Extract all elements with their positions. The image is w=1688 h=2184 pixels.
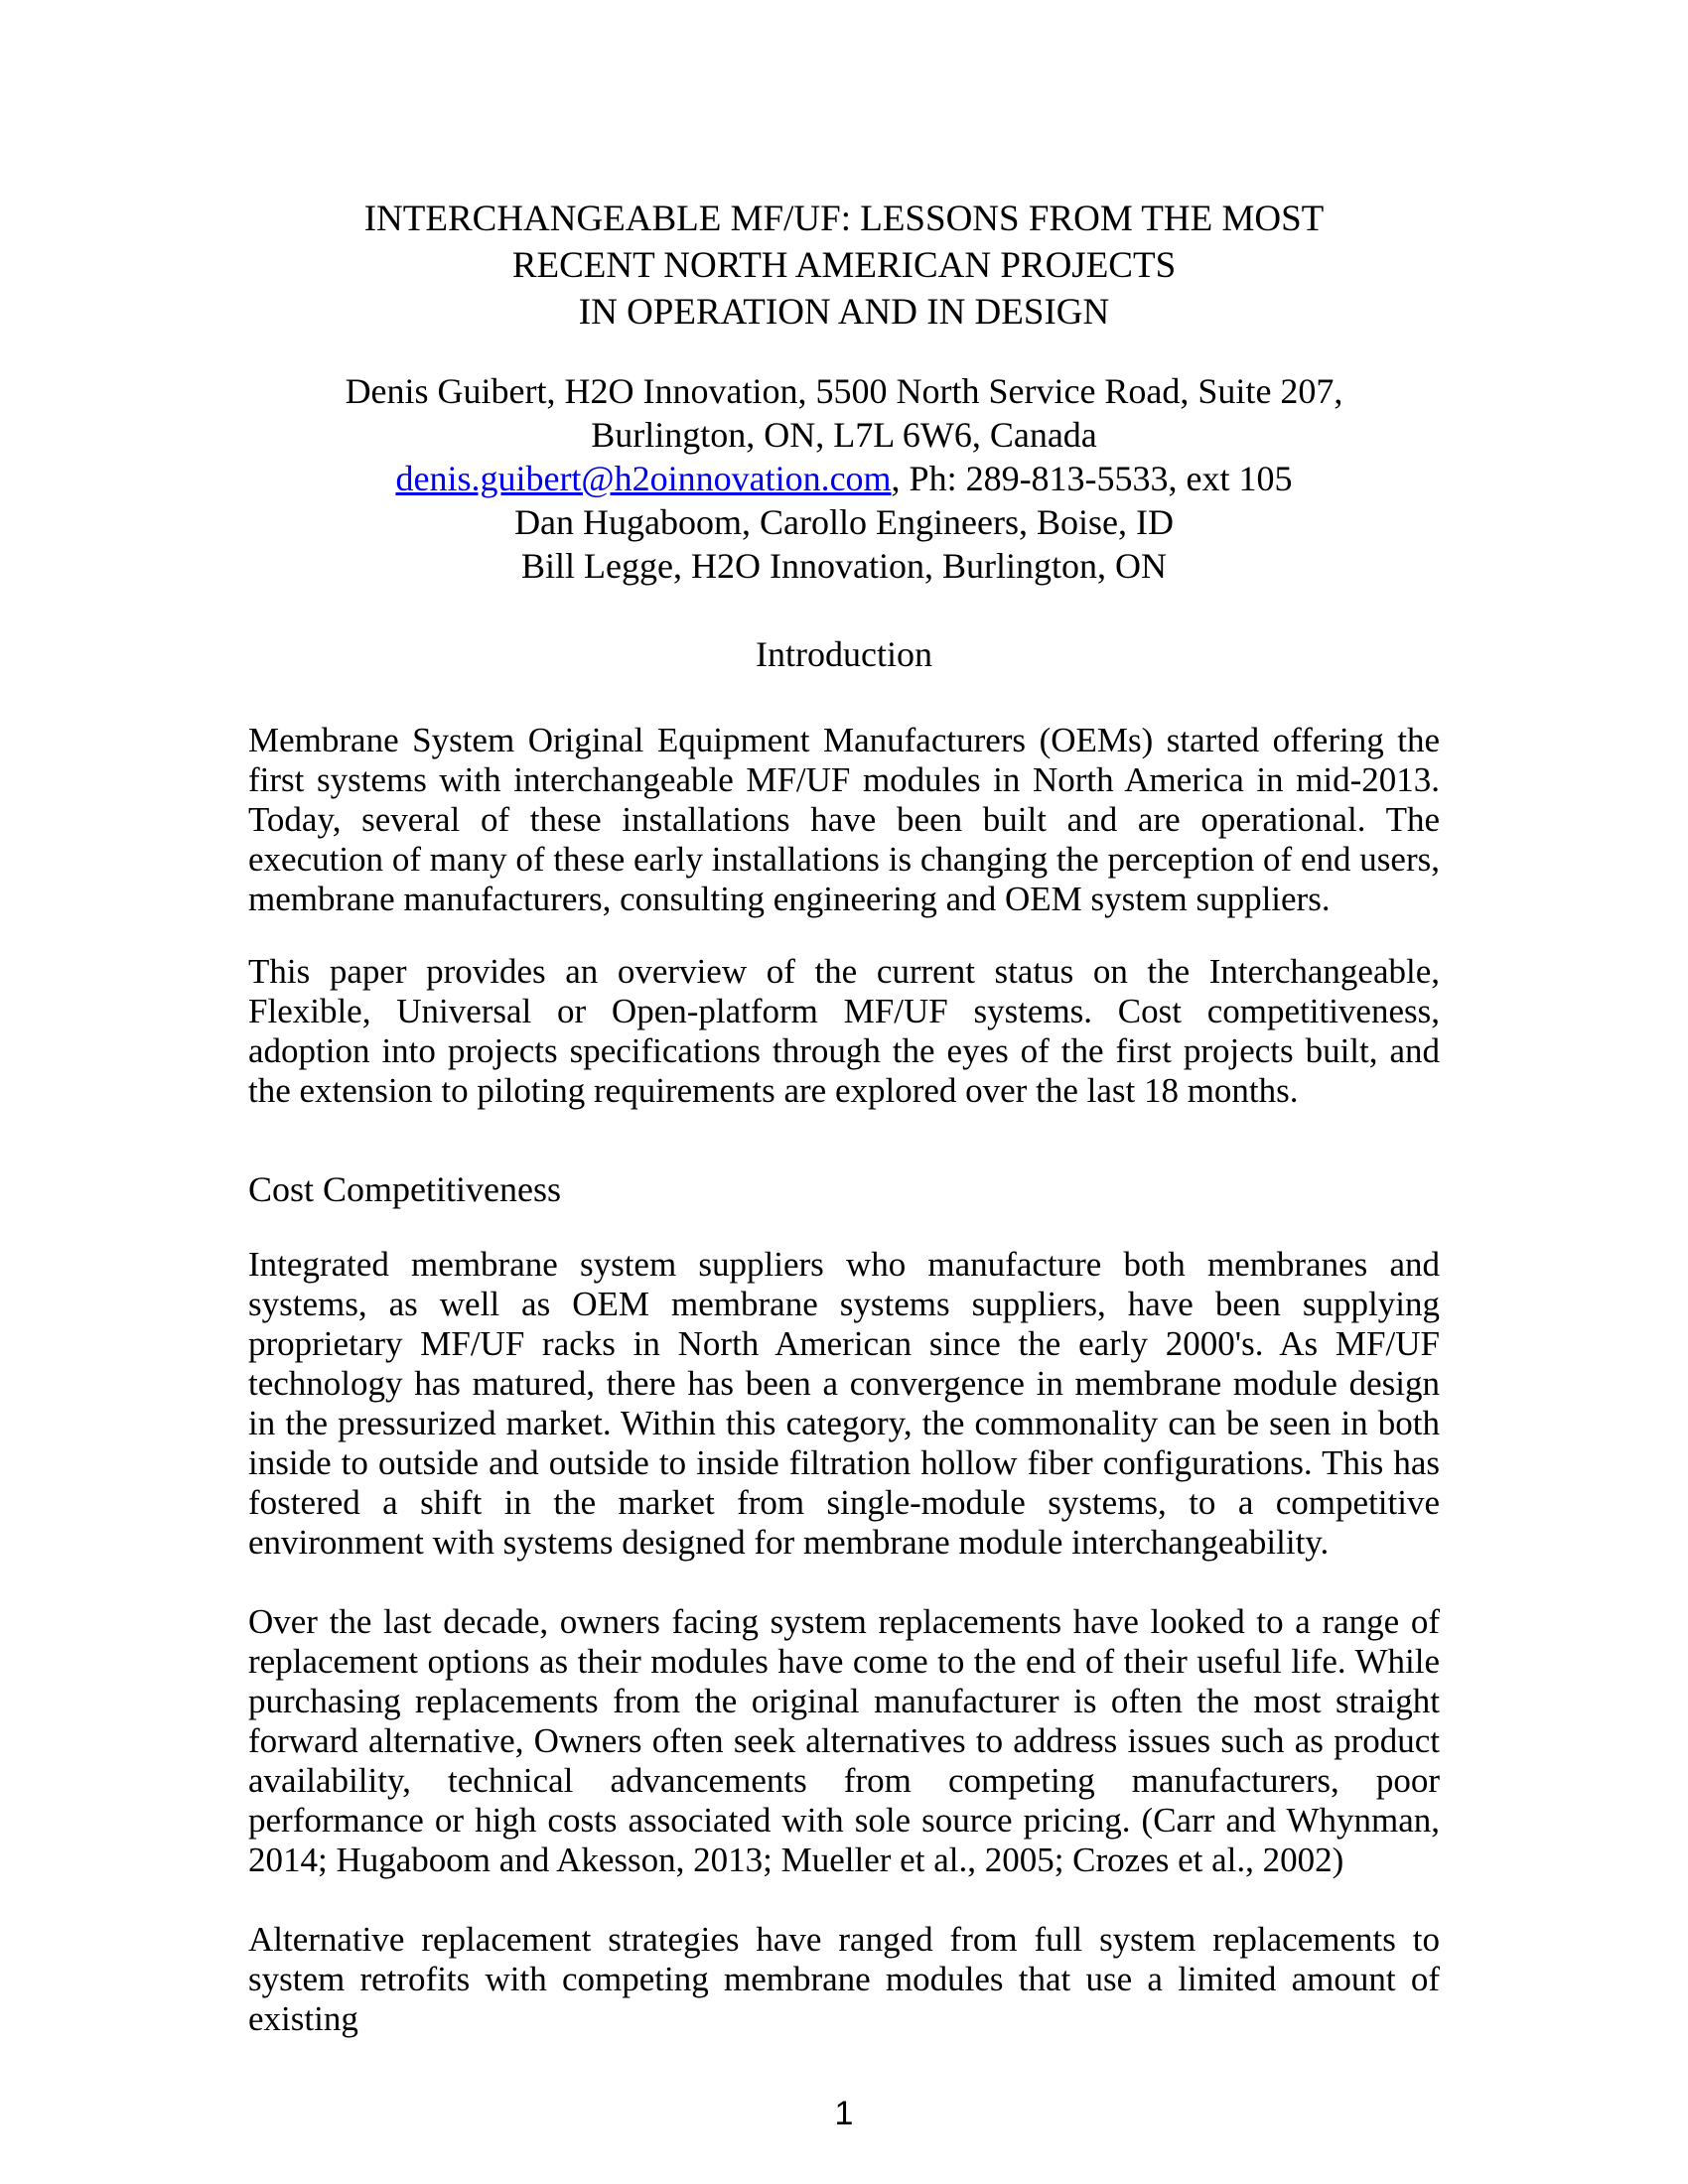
phone-text: , Ph: 289-813-5533, ext 105: [891, 459, 1293, 498]
paper-title: [248, 196, 1440, 336]
author-line-1: Denis Guibert, H2O Innovation, 5500 North Service Road, Suite 207,: [345, 371, 1343, 411]
paragraph-intro-1: Membrane System Original Equipment Manufacturers (OEMs) started offering the first systems with interchangeable MF/UF modules in North America in mid-2013. Today, several of these installations have been built and are operational. The execution of many of these early installations is changing the perception of end users, membrane manufacturers, consulting engineering and OEM system suppliers.: [248, 721, 1440, 918]
title-line-3: IN OPERATION AND IN DESIGN: [578, 292, 1110, 333]
email-link[interactable]: denis.guibert@h2oinnovation.com: [395, 459, 892, 498]
author-block: [248, 369, 1440, 588]
paragraph-cost-1: Integrated membrane system suppliers who manufacture both membranes and systems, as well as OEM membrane systems suppliers, have been supplying proprietary MF/UF racks in North American since the early 2000's. As MF/UF technology has matured, there has been a convergence in membrane module design in the pressurized market. Within this category, the commonality can be seen in both inside to outside and outside to inside filtration hollow fiber configurations. This has fostered a shift in the market from single-module systems, to a competitive environment with systems designed for membrane module interchangeability.: [248, 1245, 1440, 1562]
paragraph-intro-2: This paper provides an overview of the current status on the Interchangeable, Flexible, Universal or Open-platform MF/UF systems. Cost competitiveness, adoption into projects specifications through the eyes of the first projects built, and the extension to piloting requirements are explored over the last 18 months.: [248, 952, 1440, 1110]
author-line-3: [248, 457, 1440, 500]
author-line-5: Bill Legge, H2O Innovation, Burlington, ON: [521, 546, 1167, 586]
paragraph-cost-2: Over the last decade, owners facing system replacements have looked to a range of replacement options as their modules have come to the end of their useful life. While purchasing replacements from the original manufacturer is often the most straight forward alternative, Owners often seek alternatives to address issues such as product availability, technical advancements from competing manufacturers, poor performance or high costs associated with sole source pricing. (Carr and Whynman, 2014; Hugaboom and Akesson, 2013; Mueller et al., 2005; Crozes et al., 2002): [248, 1602, 1440, 1879]
title-line-2: RECENT NORTH AMERICAN PROJECTS: [511, 245, 1177, 286]
title-line-1: INTERCHANGEABLE MF/UF: LESSONS FROM THE MOST: [363, 199, 1325, 239]
author-line-2: Burlington, ON, L7L 6W6, Canada: [591, 415, 1097, 455]
author-line-4: Dan Hugaboom, Carollo Engineers, Boise, ID: [514, 502, 1174, 542]
introduction-heading: Introduction: [756, 634, 932, 674]
page-number: 1: [834, 2095, 854, 2132]
cost-competitiveness-heading: Cost Competitiveness: [248, 1169, 561, 1209]
paragraph-cost-3: Alternative replacement strategies have ranged from full system replacements to system retrofits with competing membrane modules that use a limited amount of existing: [248, 1920, 1440, 2038]
